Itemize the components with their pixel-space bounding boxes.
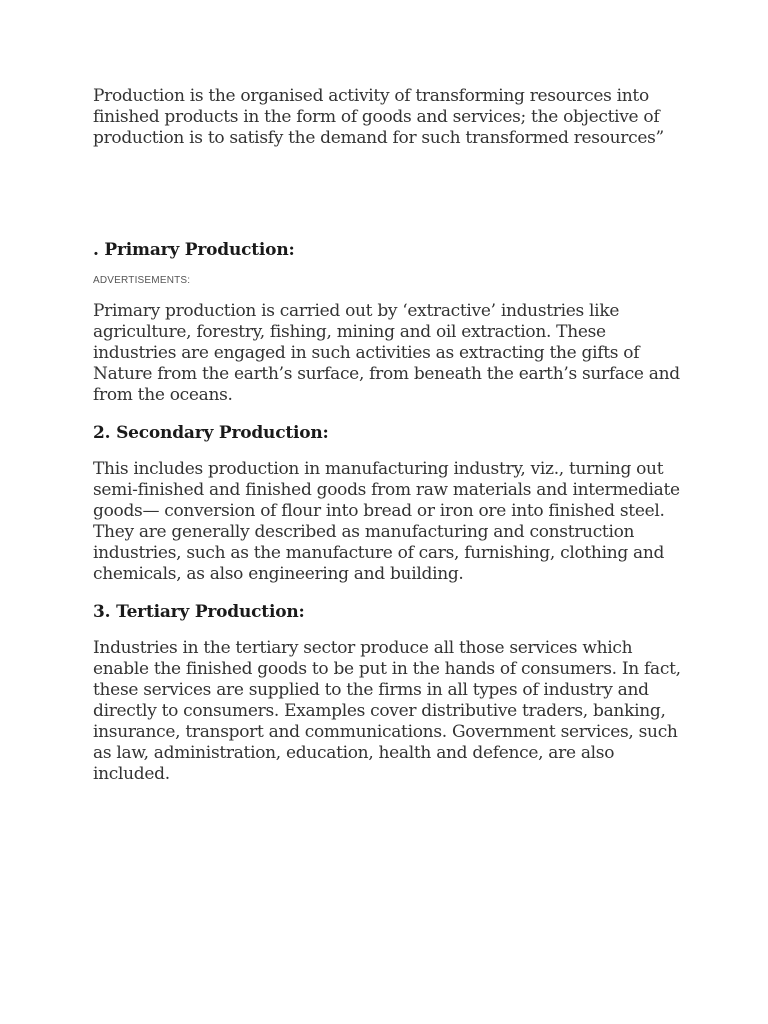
section-primary <box>93 239 693 406</box>
section-body-secondary: This includes production in manufacturing industry, viz., turning out semi-finished and finished goods from raw materials and intermediate goods— conversion of flour into bread or iron ore into finished steel. They are generally described as manufacturing and construction industries, such as the manufacture of cars, furnishing, clothing and chemicals, as also engineering and building. <box>93 459 680 584</box>
section-secondary <box>93 422 693 585</box>
section-body-tertiary: Industries in the tertiary sector produce all those services which enable the finished goods to be put in the hands of consumers. In fact, these services are supplied to the firms in all types of industry and directly to consumers. Examples cover distributive traders, banking, insurance, transport and communications. Government services, such as law, administration, education, health and defence, are also included. <box>93 638 681 784</box>
section-heading-secondary: 2. Secondary Production: <box>93 423 329 443</box>
section-heading-tertiary: 3. Tertiary Production: <box>93 602 305 622</box>
advertisements-label: ADVERTISEMENTS: <box>93 275 191 286</box>
intro-paragraph: Production is the organised activity of transforming resources into finished products in the form of goods and services; the objective of production is to satisfy the demand for such transformed resources” <box>93 86 664 148</box>
document-page <box>93 86 693 785</box>
section-body-primary: Primary production is carried out by ‘extractive’ industries like agriculture, forestry, fishing, mining and oil extraction. These industries are engaged in such activities as extracting the gifts of Nature from the earth’s surface, from beneath the earth’s surface and from the oceans. <box>93 301 680 405</box>
section-tertiary <box>93 601 693 785</box>
section-heading-primary: . Primary Production: <box>93 240 295 260</box>
